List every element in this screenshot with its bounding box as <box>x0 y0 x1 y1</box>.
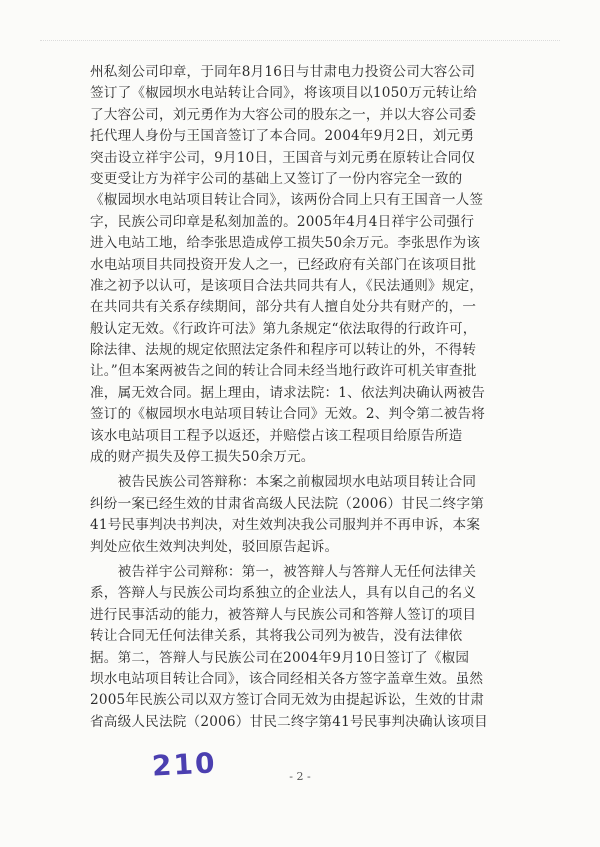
text-line: 成的财产损失及停工损失50余万元。 <box>90 449 315 466</box>
scan-noise <box>40 40 560 47</box>
text-line: 州私刻公司印章，于同年8月16日与甘肃电力投资公司大容公司 <box>90 64 476 80</box>
text-line: 进行民事活动的能力，被答辩人与民族公司和答辩人签订的项目 <box>90 606 477 623</box>
text-line: 水电站项目共同投资开发人之一，已经政府有关部门在该项目批 <box>90 256 477 273</box>
text-line: 系，答辩人与民族公司均系独立的企业法人，具有以自己的名义 <box>90 585 477 602</box>
text-line: 纠纷一案已经生效的甘肃省高级人民法院（2006）甘民二终字第 <box>90 495 485 512</box>
text-line: 被告祥宇公司辩称：第一，被答辩人与答辩人无任何法律关 <box>90 563 477 580</box>
handwritten-page-mark: 210 <box>151 746 218 783</box>
text-line: 字，民族公司印章是私刻加盖的。2005年4月4日祥宇公司强行 <box>90 213 475 230</box>
text-line: 签订了《椒园坝水电站转让合同》，将该项目以1050万元转让给 <box>90 85 478 102</box>
text-line: 省高级人民法院（2006）甘民二终字第41号民事判决确认该项目 <box>90 713 488 730</box>
text-line: 进入电站工地，给李张思造成停工损失50余万元。李张思作为该 <box>90 235 481 252</box>
text-line: 让。”但本案两被告之间的转让合同未经当地行政许可机关审查批 <box>90 363 477 380</box>
text-line: 41号民事判决书判决，对生效判决我公司服判并不再申诉，本案 <box>90 517 481 534</box>
text-line: 签订的《椒园坝水电站项目转让合同》无效。2、判令第二被告将 <box>90 406 486 423</box>
body-text <box>90 62 545 733</box>
text-line: 该水电站项目工程予以返还，并赔偿占该工程项目给原告所造 <box>90 427 463 444</box>
text-line: 《椒园坝水电站项目转让合同》，该两份合同上只有王国音一人签 <box>90 192 484 209</box>
text-line: 变更受让方为祥宇公司的基础上又签订了一份内容完全一致的 <box>90 170 463 187</box>
text-line: 了大容公司，刘元勇作为大容公司的股东之一，并以大容公司委 <box>90 106 477 123</box>
text-line: 准之初予以认可，是该项目合法共同共有人，《民法通则》规定， <box>90 277 484 294</box>
text-line: 2005年民族公司以双方签订合同无效为由提起诉讼，生效的甘肃 <box>90 692 485 709</box>
text-line: 坝水电站项目转让合同》，该合同经相关各方签字盖章生效。虽然 <box>90 670 484 687</box>
page-number: - 2 - <box>289 770 311 783</box>
text-line: 突击设立祥宇公司，9月10日，王国音与刘元勇在原转让合同仅 <box>90 149 476 166</box>
text-line: 转让合同无任何法律关系，其将我公司列为被告，没有法律依 <box>90 628 463 645</box>
text-line: 判处应依生效判决判处，驳回原告起诉。 <box>90 538 339 555</box>
text-line: 在共同共有关系存续期间，部分共有人擅自处分共有财产的，一 <box>90 299 477 316</box>
text-line: 被告民族公司答辩称：本案之前椒园坝水电站项目转让合同 <box>90 474 477 491</box>
text-line: 托代理人身份与王国音签订了本合同。2004年9月2日，刘元勇 <box>90 128 475 145</box>
text-line: 据。第二，答辩人与民族公司在2004年9月10日签订了《椒园 <box>90 649 470 666</box>
text-line: 准，属无效合同。据上理由，请求法院：1、依法判决确认两被告 <box>90 384 486 401</box>
text-line: 除法律、法规的规定依照法定条件和程序可以转让的外，不得转 <box>90 342 477 359</box>
text-line: 般认定无效。《行政许可法》第九条规定“依法取得的行政许可， <box>90 320 477 337</box>
